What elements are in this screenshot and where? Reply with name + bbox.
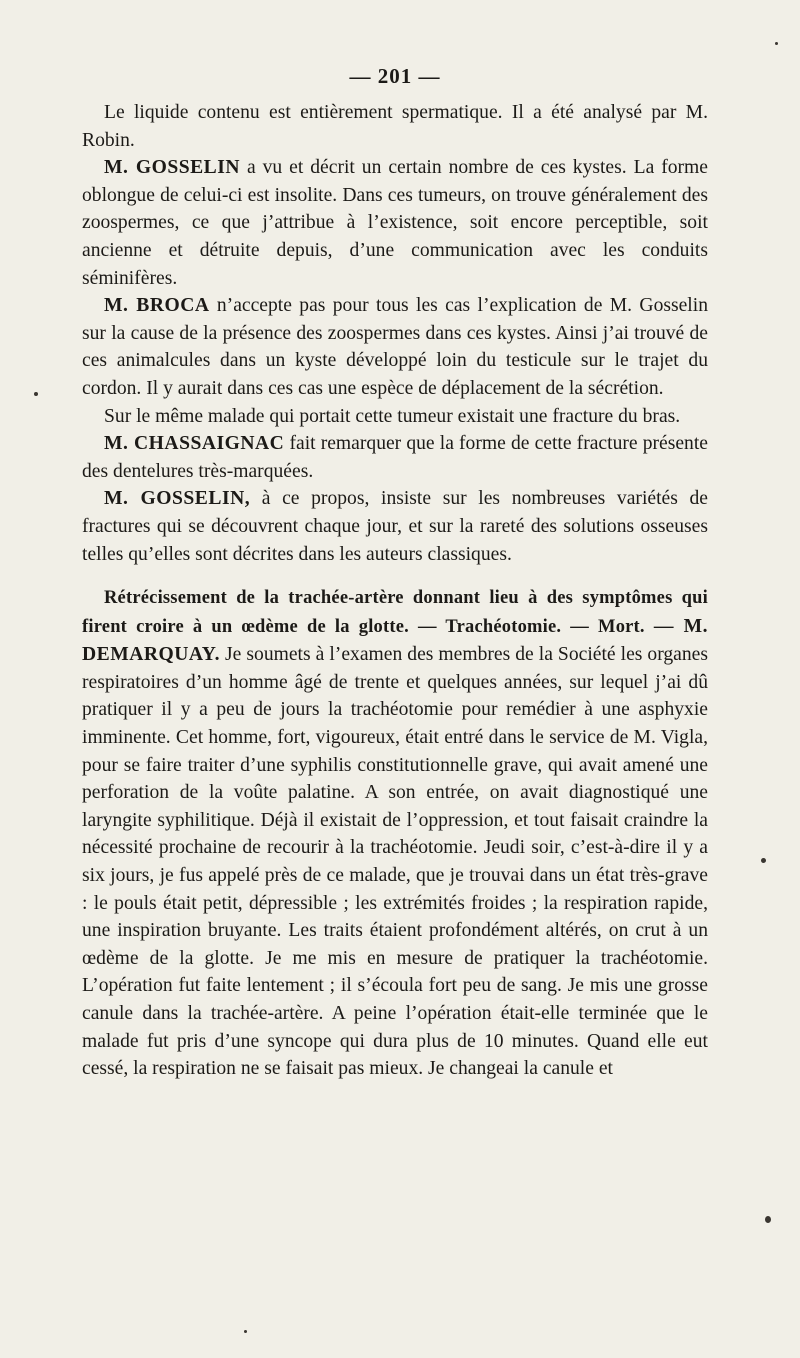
section-title: Rétrécissement de la trachée-artère donnant lieu à des symptômes qui firent croire à un œdème de la glotte. — Trachéotomie. — Mort.	[82, 588, 708, 637]
print-speck	[765, 1216, 771, 1223]
paragraph-text: Sur le même malade qui portait cette tumeur existait une fracture du bras.	[104, 405, 681, 427]
speaker-name: M. BROCA	[104, 295, 210, 317]
print-speck	[775, 42, 778, 45]
paragraph-chassaignac	[82, 430, 708, 485]
paragraph-fracture	[82, 403, 708, 431]
paragraph-robin	[82, 99, 708, 154]
page-number: — 201 —	[349, 64, 441, 88]
speaker-name: M. CHASSAIGNAC	[104, 433, 285, 455]
print-speck	[34, 392, 38, 396]
paragraph-text: Le liquide contenu est entièrement spermatique. Il a été analysé par M. Robin.	[82, 102, 708, 151]
paragraph-text: à ce propos, insiste sur les nombreuses variétés de fractures qui se découvrent chaque jour, et sur la rareté des solutions osseuses telles qu’elles sont décrites dans les auteurs classiques.	[82, 488, 708, 565]
paragraph-gosselin-2	[82, 485, 708, 568]
speaker-name: M. GOSSELIN	[104, 157, 241, 179]
paragraph-gosselin-1	[82, 154, 708, 292]
speaker-name: — M. DEMARQUAY.	[82, 615, 709, 666]
paragraph-text: n’accepte pas pour tous les cas l’explication de M. Gosselin sur la cause de la présence des zoospermes dans ces kystes. Ainsi j’ai trouvé de ces animalcules dans un kyste développé loin du testicule sur le trajet du cordon. Il y aurait dans ces cas une espèce de déplacement de la sécrétion.	[82, 295, 708, 399]
print-speck	[244, 1330, 247, 1333]
speaker-name: M. GOSSELIN,	[104, 488, 251, 510]
section-text: Je soumets à l’examen des membres de la Société les organes respiratoires d’un homme âgé de trente et quelques années, sur lequel j’ai dû pratiquer il y a peu de jours la trachéotomie pour remédier à une asphyxie imminente. Cet homme, fort, vigoureux, était entré dans le service de M. Vigla, pour se faire traiter d’une syphilis constitutionnelle grave, qui avait amené une perforation de la voûte palatine. A son entrée, on avait diagnostiqué une laryngite syphilitique. Déjà il existait de l’oppression, et tout faisait craindre la nécessité prochaine de recourir à la trachéotomie. Jeudi soir, c’est-à-dire il y a six jours, je fus appelé près de ce malade, que je trouvai dans un état très-grave : le pouls était petit, dépressible ; les extrémités froides ; la respiration rapide, une inspiration bruyante. Les traits étaient profondément altérés, on crut à un œdème de la glotte. Je me mis en mesure de pratiquer la trachéotomie. L’opération fut faite lentement ; il s’écoula fort peu de sang. Je mis une grosse canule dans la trachée-artère. A peine l’opération était-elle terminée que le malade fut pris d’une syncope qui dura plus de 10 minutes. Quand elle eut cessé, la respiration ne se faisait pas mieux. Je changeai la canule et	[82, 644, 708, 1080]
section-demarquay	[82, 584, 708, 1083]
print-speck	[761, 858, 766, 863]
paragraph-text: fait remarquer que la forme de cette fracture présente des dentelures très-marquées.	[82, 433, 708, 482]
paragraph-text: a vu et décrit un certain nombre de ces kystes. La forme oblongue de celui-ci est insolite. Dans ces tumeurs, on trouve généralement des zoospermes, ce que j’attribue à l’existence, soit encore perceptible, soit ancienne et détruite depuis, d’une communication avec les conduits séminifères.	[82, 157, 708, 289]
paragraph-broca	[82, 292, 708, 402]
